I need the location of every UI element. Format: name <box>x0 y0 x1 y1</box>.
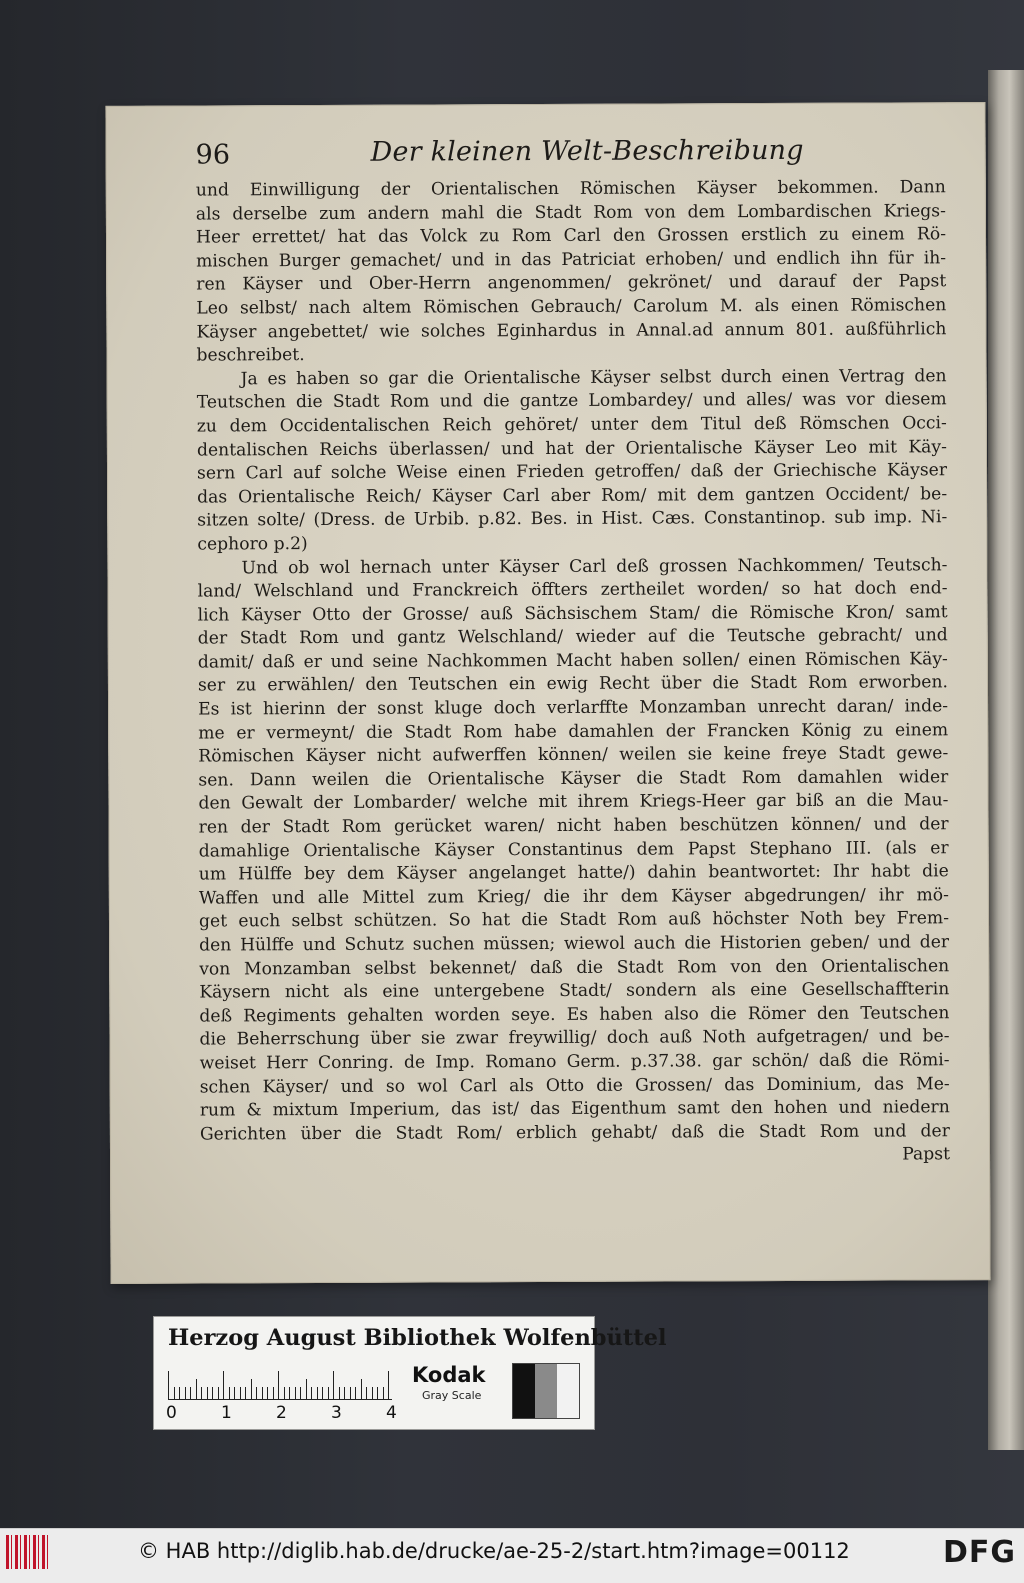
text-line: rum & mixtum Imperium, das ist/ das Eigenthum samt den hohen und niedern <box>199 1097 950 1121</box>
dfg-logo: DFG <box>942 1535 1016 1570</box>
page-header <box>196 132 936 175</box>
ruler-tick <box>377 1387 378 1399</box>
copyright-url[interactable]: © HAB http://diglib.hab.de/drucke/ae-25-2/start.htm?image=00112 <box>138 1539 850 1563</box>
ruler-tick <box>240 1387 241 1399</box>
text-line: als derselbe zum andern mahl die Stadt Rom von dem Lombardischen Kriegs- <box>195 200 946 225</box>
ruler-number: 2 <box>276 1403 287 1423</box>
ruler-tick <box>168 1371 169 1399</box>
ruler-tick <box>190 1387 191 1399</box>
text-line: um Hülffe bey dem Käyser angelanget hatte/) dahin beantwortet: Ihr habt die <box>198 861 949 885</box>
catchword: Papst <box>902 1144 951 1165</box>
measurement-ruler <box>168 1369 392 1400</box>
footer-bar <box>0 1528 1024 1583</box>
text-line: den Hülffe und Schutz suchen müssen; wiewol auch die Historien geben/ und der <box>199 932 950 956</box>
text-line: die Beherrschung über sie zwar freywillig/ doch auß Noth aufgetragen/ und be- <box>199 1026 950 1050</box>
ruler-tick <box>212 1387 213 1399</box>
text-line: zu dem Occidentalischen Reich gehöret/ unter dem Titul deß Römschen Occi- <box>196 413 947 437</box>
text-line: schen Käyser/ und so wol Carl als Otto die Grossen/ das Dominium, das Me- <box>199 1073 950 1098</box>
text-line: lich Käyser Otto der Grosse/ auß Sächsischem Stam/ die Römische Kron/ samt <box>197 601 948 626</box>
text-line: beschreibet. <box>196 345 305 366</box>
gray-scale-label: Gray Scale <box>422 1389 482 1402</box>
text-line: den Gewalt der Lombarder/ welche mit ihrem Kriegs-Heer gar biß an die Mau- <box>198 790 949 814</box>
ruler-tick <box>388 1371 389 1399</box>
text-line: das Orientalische Reich/ Käyser Carl aber Rom/ mit dem gantzen Occident/ be- <box>197 483 948 508</box>
text-line: Teutschen die Stadt Rom und die gantze Lombardey/ und alles/ was vor diesem <box>196 389 947 413</box>
ruler-tick <box>234 1387 235 1399</box>
text-line: me er vermeynt/ die Stadt Rom habe damahlen der Francken König zu einem <box>198 719 949 744</box>
ruler-tick <box>256 1387 257 1399</box>
ruler-number: 1 <box>221 1403 232 1423</box>
text-line: der Stadt Rom und gantz Welschland/ wieder auf die Teutsche gebracht/ und <box>197 625 948 649</box>
ruler-tick <box>196 1379 197 1399</box>
text-line: und Einwilligung der Orientalischen Römischen Käyser bekommen. Dann <box>195 177 946 201</box>
text-line: deß Regiments gehalten worden seye. Es haben also die Römer den Teutschen <box>199 1003 950 1027</box>
ruler-number: 4 <box>386 1403 397 1423</box>
gray-swatch <box>535 1364 557 1418</box>
text-line: Heer errettet/ hat das Volck zu Rom Carl den Grossen erstlich zu einem Rö- <box>195 224 947 248</box>
ruler-tick <box>284 1387 285 1399</box>
color-calibration-card <box>153 1316 667 1430</box>
text-line: land/ Welschland und Franckreich öffters zertheilet worden/ so hat doch end- <box>197 578 948 602</box>
ruler-tick <box>273 1387 274 1399</box>
ruler-tick <box>300 1387 301 1399</box>
ruler-tick <box>229 1387 230 1399</box>
text-line: Käysern nicht als eine untergebene Stadt/ sondern als eine Gesellschaffterin <box>199 979 950 1003</box>
ruler-tick <box>289 1387 290 1399</box>
ruler-tick <box>207 1387 208 1399</box>
ruler-tick <box>306 1379 307 1399</box>
text-line: get euch selbst schützen. So hat die Stadt Rom auß höchster Noth bey Frem- <box>198 908 950 932</box>
text-line: damit/ daß er und seine Nachkommen Macht haben sollen/ einen Römischen Käy- <box>197 649 948 673</box>
text-line: cephoro p.2) <box>197 533 308 555</box>
text-line: damahlige Orientalische Käyser Constantinus dem Papst Stephano III. (als er <box>198 837 949 862</box>
ruler-tick <box>278 1371 279 1399</box>
ruler-tick <box>344 1387 345 1399</box>
text-line: ren der Stadt Rom gerücket waren/ nicht haben beschützen können/ und der <box>198 814 949 838</box>
book-spine-edge <box>988 70 1024 1450</box>
ruler-tick <box>262 1387 263 1399</box>
text-line: sitzen solte/ (Dress. de Urbib. p.82. Bes. in Hist. Cæs. Constantinop. sub imp. Ni- <box>197 507 948 531</box>
ruler-tick <box>328 1387 329 1399</box>
hab-logo-icon <box>6 1535 48 1569</box>
text-line: Es ist hierinn der sonst kluge doch verlarffte Monzamban unrecht daran/ inde- <box>198 696 949 720</box>
ruler-tick <box>366 1387 367 1399</box>
ruler-tick <box>322 1387 323 1399</box>
ruler-tick <box>201 1387 202 1399</box>
text-line: Waffen und alle Mittel zum Krieg/ die ihr dem Käyser abgedrungen/ ihr mö- <box>198 885 949 909</box>
ruler-number: 0 <box>166 1403 177 1423</box>
ruler-tick <box>317 1387 318 1399</box>
ruler-tick <box>267 1387 268 1399</box>
running-title: Der kleinen Welt-Beschreibung <box>370 134 804 168</box>
ruler-tick <box>339 1387 340 1399</box>
text-line: ren Käyser und Ober-Herrn angenommen/ gekrönet/ und darauf der Papst <box>196 271 947 295</box>
text-line: Käyser angebettet/ wie solches Eginhardus in Annal.ad annum 801. außführlich <box>196 318 947 343</box>
ruler-tick <box>361 1379 362 1399</box>
ruler-tick <box>383 1387 384 1399</box>
ruler-tick <box>185 1387 186 1399</box>
text-line: dentalischen Reichs überlassen/ und hat der Orientalische Käyser Leo mit Käy- <box>196 436 947 461</box>
page-number: 96 <box>195 139 231 171</box>
ruler-tick <box>311 1387 312 1399</box>
ruler-tick <box>179 1387 180 1399</box>
text-line: ser zu erwählen/ den Teutschen ein ewig Recht über die Stadt Rom erworben. <box>197 672 949 696</box>
ruler-tick <box>174 1387 175 1399</box>
ruler-tick <box>245 1387 246 1399</box>
gray-swatch <box>557 1364 579 1418</box>
gray-scale-swatches <box>512 1363 580 1419</box>
text-line: sern Carl auf solche Weise einen Frieden getroffen/ daß der Griechische Käyser <box>196 460 948 484</box>
book-page <box>105 102 990 1284</box>
ruler-tick <box>350 1387 351 1399</box>
text-line: sen. Dann weilen die Orientalische Käyser die Stadt Rom damahlen wider <box>198 767 949 791</box>
ruler-number: 3 <box>331 1403 342 1423</box>
ruler-tick <box>223 1371 224 1399</box>
ruler-tick <box>218 1387 219 1399</box>
ruler-tick <box>251 1379 252 1399</box>
text-line: weiset Herr Conring. de Imp. Romano Germ. p.37.38. gar schön/ daß die Römi- <box>199 1050 950 1074</box>
kodak-logo: Kodak <box>412 1363 486 1387</box>
ruler-tick <box>372 1387 373 1399</box>
body-text <box>196 176 950 1147</box>
ruler-tick <box>333 1371 334 1399</box>
ruler-tick <box>355 1387 356 1399</box>
text-line: Römischen Käyser nicht aufwerffen können/ weilen sie keine freye Stadt gewe- <box>198 743 949 767</box>
text-line: von Monzamban selbst bekennet/ daß die Stadt Rom von den Orientalischen <box>199 955 950 980</box>
text-line: Gerichten über die Stadt Rom/ erblich gehabt/ daß die Stadt Rom und der <box>199 1121 950 1145</box>
text-line: Leo selbst/ nach altem Römischen Gebrauch/ Carolum M. als einen Römischen <box>196 295 947 319</box>
text-line: Und ob wol hernach unter Käyser Carl deß grossen Nachkommen/ Teutsch- <box>241 554 948 578</box>
gray-swatch <box>513 1364 535 1418</box>
text-line: mischen Burger gemachet/ und in das Patriciat erhoben/ und endlich ihn für ih- <box>196 248 947 272</box>
text-line: Ja es haben so gar die Orientalische Käyser selbst durch einen Vertrag den <box>240 366 947 390</box>
library-name: Herzog August Bibliothek Wolfenbüttel <box>168 1325 667 1351</box>
ruler-tick <box>295 1387 296 1399</box>
